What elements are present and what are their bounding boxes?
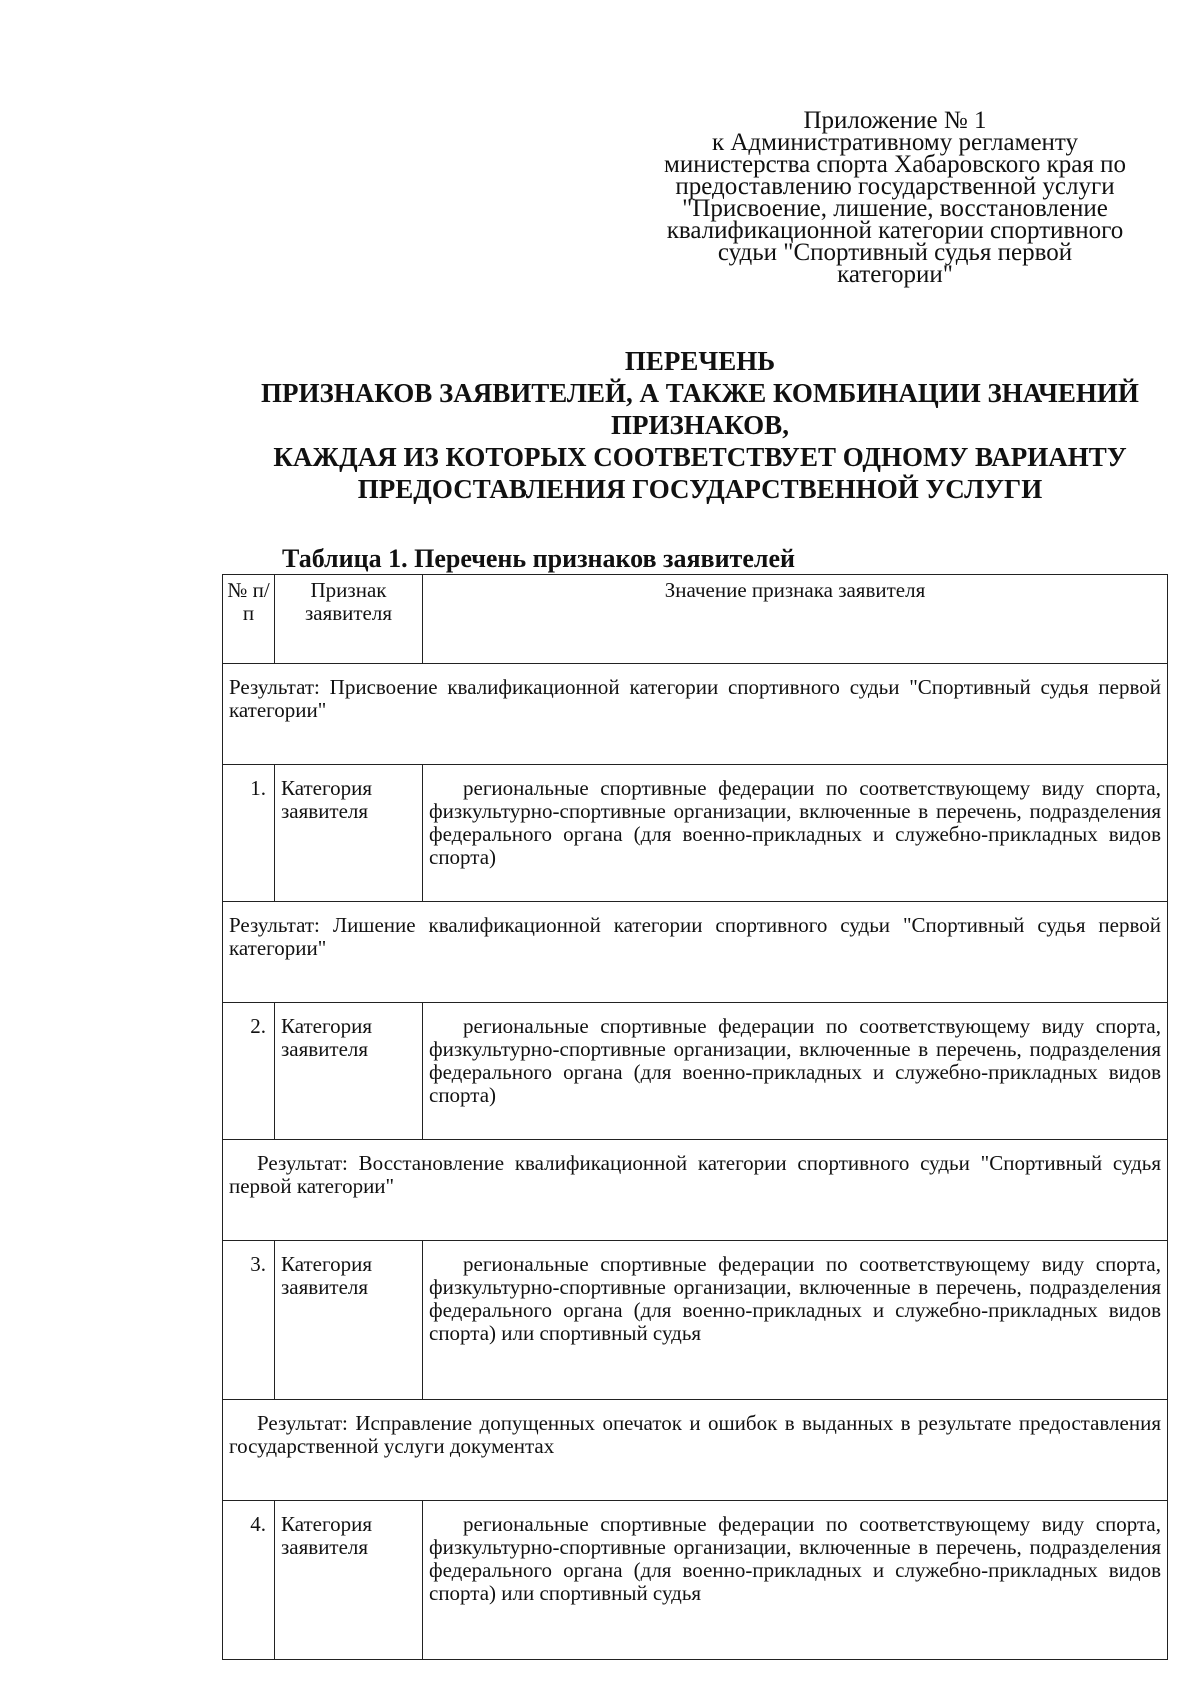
header-value: Значение признака заявителя — [423, 575, 1168, 664]
result-text: Результат: Восстановление квалификационной категории спортивного судьи "Спортивный судья первой категории" — [223, 1140, 1168, 1241]
appendix-line: "Присвоение, лишение, восстановление — [682, 195, 1108, 222]
result-row — [223, 1140, 1168, 1241]
row-number: 1. — [223, 765, 275, 902]
header-num: № п/п — [223, 575, 275, 664]
appendix-line: министерства спорта Хабаровского края по — [664, 151, 1126, 178]
result-row — [223, 1400, 1168, 1501]
title-line: ПЕРЕЧЕНЬ — [624, 346, 776, 376]
appendix-line: судьи "Спортивный судья первой — [717, 239, 1073, 266]
result-text: Результат: Присвоение квалификационной категории спортивного судьи "Спортивный судья первой категории" — [223, 664, 1168, 765]
table-row — [223, 1501, 1168, 1660]
appendix-line: Приложение № 1 — [803, 107, 987, 134]
table-header-row — [223, 575, 1168, 664]
document-title — [200, 345, 1200, 505]
result-row — [223, 902, 1168, 1003]
appendix-line: категории" — [837, 261, 953, 288]
result-text: Результат: Лишение квалификационной категории спортивного судьи "Спортивный судья первой категории" — [223, 902, 1168, 1003]
row-sign: Категория заявителя — [275, 765, 423, 902]
title-line: ПРИЗНАКОВ ЗАЯВИТЕЛЕЙ, А ТАКЖЕ КОМБИНАЦИИ ЗНАЧЕНИЙ — [261, 378, 1139, 408]
table-row — [223, 1003, 1168, 1140]
title-line: ПРИЗНАКОВ, — [611, 410, 789, 440]
row-sign: Категория заявителя — [275, 1501, 423, 1660]
table-row — [223, 765, 1168, 902]
row-sign: Категория заявителя — [275, 1241, 423, 1400]
row-sign: Категория заявителя — [275, 1003, 423, 1140]
header-sign: Признак заявителя — [275, 575, 423, 664]
table-row — [223, 1241, 1168, 1400]
result-text: Результат: Исправление допущенных опечаток и ошибок в выданных в результате предоставления государственной услуги документах — [223, 1400, 1168, 1501]
table-caption: Таблица 1. Перечень признаков заявителей — [282, 544, 795, 573]
appendix-header — [600, 107, 1190, 288]
appendix-line: предоставлению государственной услуги — [675, 173, 1115, 200]
appendix-line: к Административному регламенту — [711, 129, 1079, 156]
row-number: 2. — [223, 1003, 275, 1140]
row-number: 4. — [223, 1501, 275, 1660]
result-row — [223, 664, 1168, 765]
applicant-signs-table — [222, 574, 1168, 1660]
appendix-line: квалификационной категории спортивного — [666, 217, 1124, 244]
row-value: региональные спортивные федерации по соответствующему виду спорта, физкультурно-спортивные организации, включенные в перечень, подразделения федерального органа (для военно-прикладных и служебно-прикладных видов спорта) или спортивный судья — [423, 1241, 1168, 1400]
row-value: региональные спортивные федерации по соответствующему виду спорта, физкультурно-спортивные организации, включенные в перечень, подразделения федерального органа (для военно-прикладных и служебно-прикладных видов спорта) — [423, 1003, 1168, 1140]
row-value: региональные спортивные федерации по соответствующему виду спорта, физкультурно-спортивные организации, включенные в перечень, подразделения федерального органа (для военно-прикладных и служебно-прикладных видов спорта) — [423, 765, 1168, 902]
row-number: 3. — [223, 1241, 275, 1400]
title-line: КАЖДАЯ ИЗ КОТОРЫХ СООТВЕТСТВУЕТ ОДНОМУ ВАРИАНТУ — [273, 442, 1127, 472]
row-value: региональные спортивные федерации по соответствующему виду спорта, физкультурно-спортивные организации, включенные в перечень, подразделения федерального органа (для военно-прикладных и служебно-прикладных видов спорта) или спортивный судья — [423, 1501, 1168, 1660]
title-line: ПРЕДОСТАВЛЕНИЯ ГОСУДАРСТВЕННОЙ УСЛУГИ — [357, 474, 1043, 504]
